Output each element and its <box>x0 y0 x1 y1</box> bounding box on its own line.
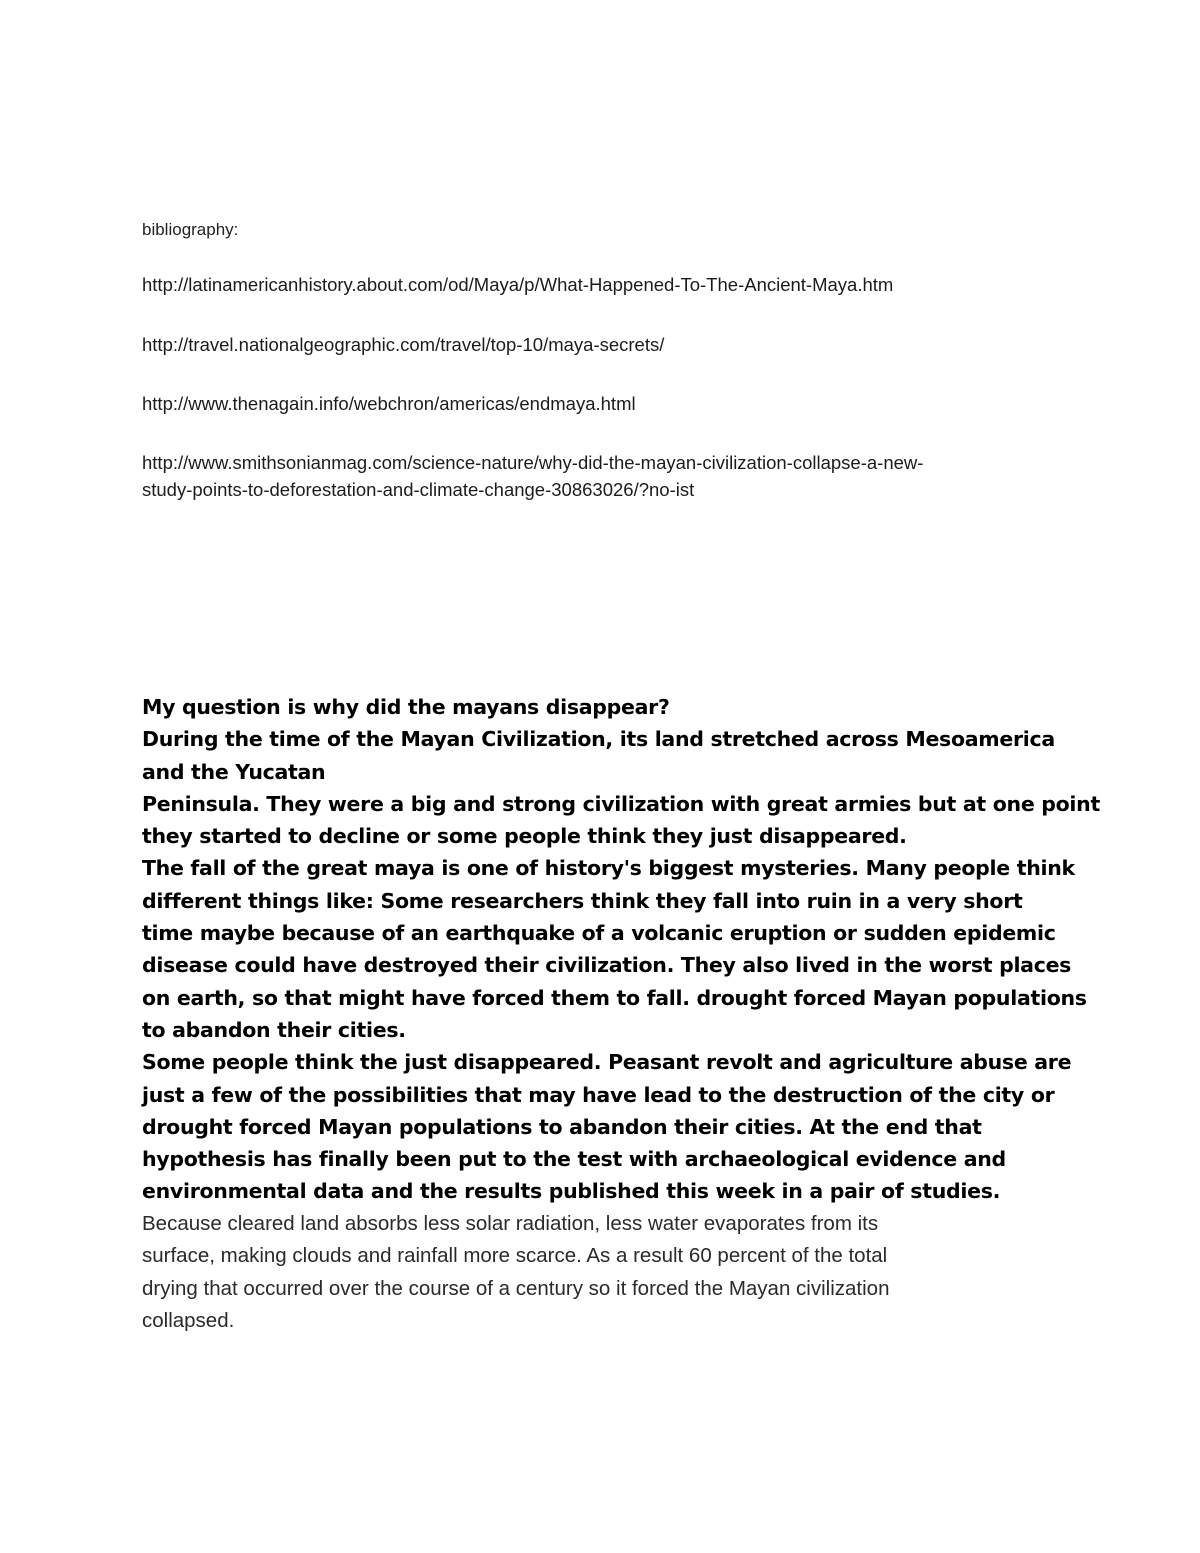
bibliography-url-line: http://www.thenagain.info/webchron/americas/endmaya.html <box>142 393 636 414</box>
essay-line: and the Yucatan <box>142 759 326 784</box>
bibliography-entry <box>142 390 1072 417</box>
bibliography-heading: bibliography: <box>142 220 239 239</box>
essay-line: disease could have destroyed their civilization. They also lived in the worst places <box>142 953 1072 978</box>
essay-line: The fall of the great maya is one of history's biggest mysteries. Many people think <box>142 856 1075 881</box>
bibliography-url-line: study-points-to-deforestation-and-climate-change-30863026/?no-ist <box>142 479 695 500</box>
essay-line: drought forced Mayan populations to abandon their cities. At the end that <box>142 1114 982 1139</box>
bibliography-url-line: http://latinamericanhistory.about.com/od/Maya/p/What-Happened-To-The-Ancient-Maya.htm <box>142 274 894 295</box>
bibliography-entry <box>142 271 1072 298</box>
essay-line: Peninsula. They were a big and strong civilization with great armies but at one point <box>142 791 1100 816</box>
essay-line: environmental data and the results published this week in a pair of studies. <box>142 1179 1001 1204</box>
essay-line: to abandon their cities. <box>142 1017 406 1042</box>
essay-line: on earth, so that might have forced them to fall. drought forced Mayan populations <box>142 985 1087 1010</box>
essay-plain-line: Because cleared land absorbs less solar radiation, less water evaporates from its <box>142 1211 879 1235</box>
essay-line: Some people think the just disappeared. Peasant revolt and agriculture abuse are <box>142 1050 1072 1075</box>
bibliography-entry <box>142 449 1072 503</box>
essay-question: My question is why did the mayans disappear? <box>142 695 670 719</box>
bibliography-entry <box>142 331 1072 358</box>
bibliography-url-line: http://travel.nationalgeographic.com/travel/top-10/maya-secrets/ <box>142 334 665 355</box>
essay-line: just a few of the possibilities that may have lead to the destruction of the city or <box>142 1082 1055 1107</box>
essay-line: different things like: Some researchers think they fall into ruin in a very short <box>142 888 1023 913</box>
essay-plain-line: collapsed. <box>142 1309 235 1333</box>
essay-body <box>142 691 1100 1338</box>
essay-line: During the time of the Mayan Civilization, its land stretched across Mesoamerica <box>142 727 1055 752</box>
essay-line: they started to decline or some people think they just disappeared. <box>142 824 907 849</box>
bibliography-url-line: http://www.smithsonianmag.com/science-nature/why-did-the-mayan-civilization-collapse-a-new- <box>142 452 924 473</box>
essay-plain-line: surface, making clouds and rainfall more scarce. As a result 60 percent of the total <box>142 1244 888 1268</box>
essay-line: time maybe because of an earthquake of a volcanic eruption or sudden epidemic <box>142 921 1056 946</box>
essay-line: hypothesis has finally been put to the test with archaeological evidence and <box>142 1147 1006 1172</box>
essay-plain-line: drying that occurred over the course of a century so it forced the Mayan civilization <box>142 1276 890 1300</box>
